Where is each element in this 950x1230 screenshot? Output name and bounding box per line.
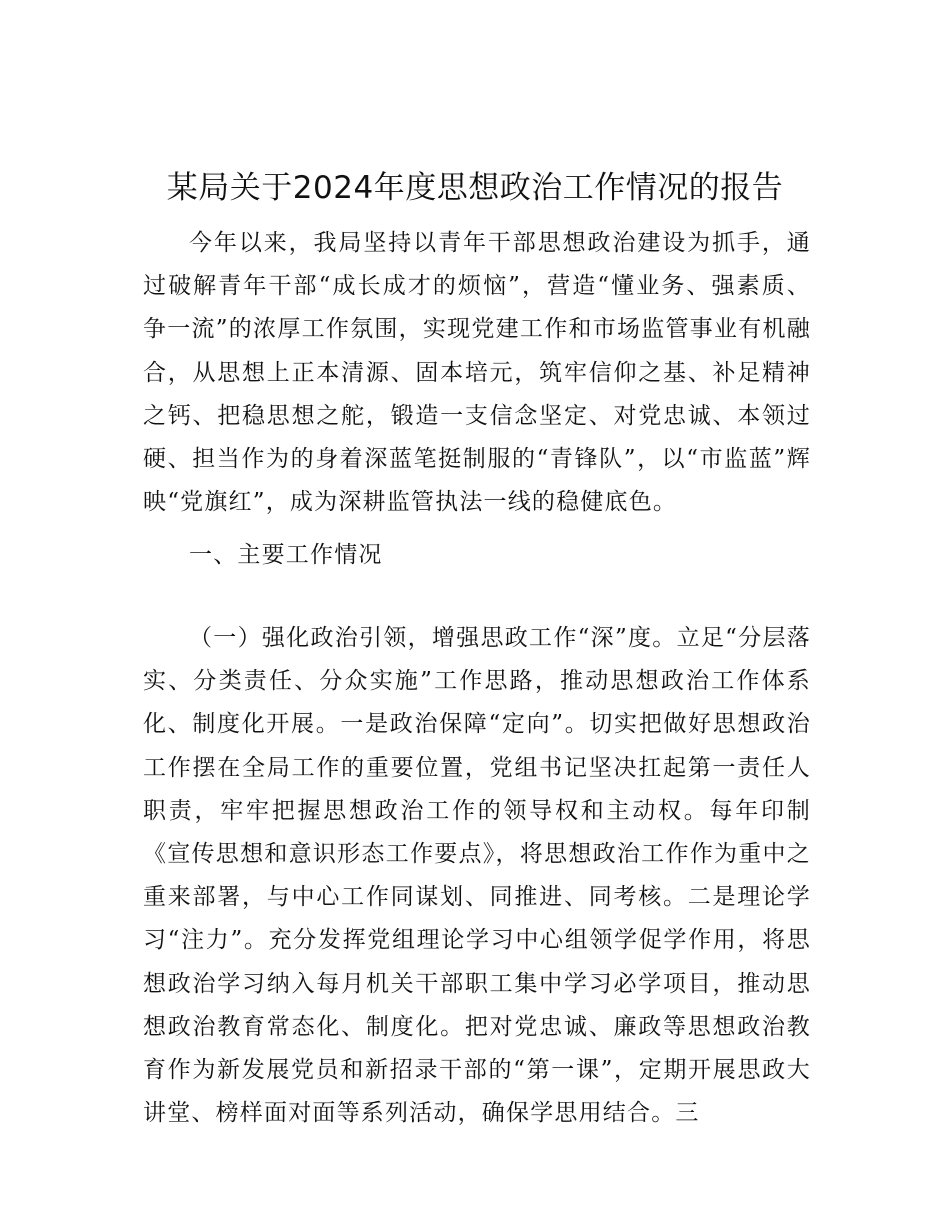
section-heading: 一、主要工作情况 [189,542,383,568]
intro-paragraph: 今年以来，我局坚持以青年干部思想政治建设为抓手，通过破解青年干部“成长成才的烦恼”，营造“懂业务、强素质、争一流”的浓厚工作氛围，实现党建工作和市场监管事业有机融合，从思想上正本清源、固本培元，筑牢信仰之基、补足精神之钙、把稳思想之舵，锻造一支信念坚定、对党忠诚、本领过硬、担当作为的身着深蓝笔挺制服的“青锋队”，以“市监蓝”辉映“党旗红”，成为深耕监管执法一线的稳健底色。 [143,230,811,516]
section-one-paragraph: （一）强化政治引领，增强思政工作“深”度。立足“分层落实、分类责任、分众实施”工作思路，推动思想政治工作体系化、制度化开展。一是政治保障“定向”。切实把做好思想政治工作摆在全局工作的重要位置，党组书记坚决扛起第一责任人职责，牢牢把握思想政治工作的领导权和主动权。每年印制《宣传思想和意识形态工作要点》，将思想政治工作作为重中之重来部署，与中心工作同谋划、同推进、同考核。二是理论学习“注力”。充分发挥党组理论学习中心组领学促学作用，将思想政治学习纳入每月机关干部职工集中学习必学项目，推动思想政治教育常态化、制度化。把对党忠诚、廉政等思想政治教育作为新发展党员和新招录干部的“第一课”，定期开展思政大讲堂、榜样面对面等系列活动，确保学思用结合。三 [143,625,811,1127]
document-title: 某局关于2024年度思想政治工作情况的报告 [166,170,784,206]
